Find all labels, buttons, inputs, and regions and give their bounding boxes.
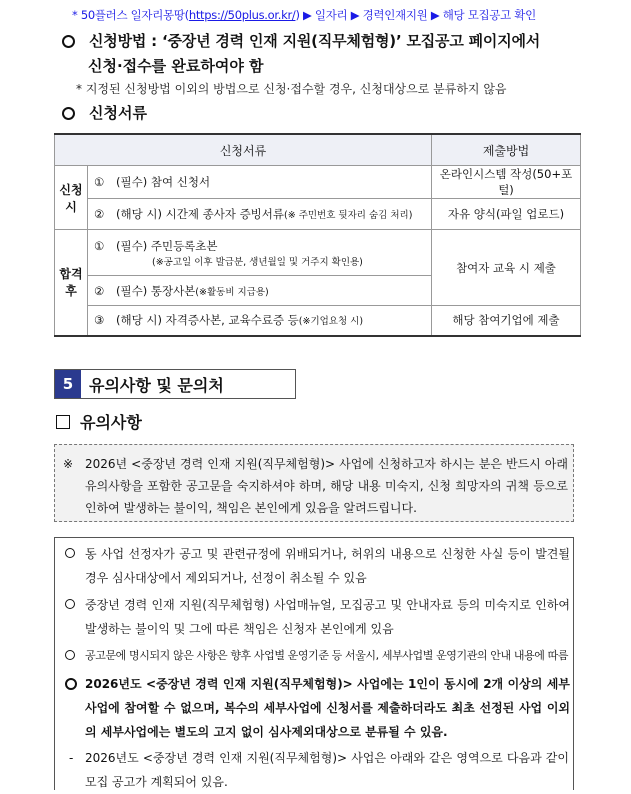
table-row [55,199,581,230]
method-cell: 온라인시스템 작성(50+포털) [432,166,581,199]
table-row [55,230,581,276]
list-item: 중장년 경력 인재 지원(직무체험형) 사업매뉴얼, 모집공고 및 안내자료 등의 미숙지로 인하여 발생하는 불이익 및 그에 따른 책임은 신청자 본인에게 있음 [65,593,570,641]
apply-method-line2: 신청·접수를 완료하여야 함 [88,57,264,75]
list-item: 동 사업 선정자가 공고 및 관련규정에 위배되거나, 허위의 내용으로 신청한 사실 등이 발견될 경우 심사대상에서 제외되거나, 선정이 취소될 수 있음 [65,542,570,590]
document-cell: ② (해당 시) 시간제 종사자 증빙서류(※ 주민번호 뒷자리 숨김 처리) [88,199,432,230]
list-item: 2026년도 <중장년 경력 인재 지원(직무체험형)> 사업에는 1인이 동시에 2개 이상의 세부사업에 참여할 수 없으며, 복수의 세부사업에 신청서를 제출하더라도 최초 선정된 사업 이외의 세부사업에는 별도의 고지 없이 심사제외대상으로 분류될 수 있음. [65,672,570,744]
header-method: 제출방법 [432,134,581,166]
documents-table [54,133,581,337]
method-cell: 참여자 교육 시 제출 [432,230,581,306]
circle-bullet-icon [65,678,77,690]
group-label-passed: 합격 후 [55,230,88,336]
document-cell: ① (필수) 주민등록초본 (※공고일 이후 발급분, 생년월일 및 거주지 확인용) [88,230,432,276]
document-cell: ③ (해당 시) 자격증사본, 교육수료증 등(※기업요청 시) [88,306,432,336]
note-prefix: 50플러스 일자리몽땅( [80,8,189,22]
circle-bullet-icon [65,650,75,660]
header-documents: 신청서류 [55,134,432,166]
reference-mark: ※ [63,457,74,471]
method-cell: 해당 참여기업에 제출 [432,306,581,336]
section-number: 5 [55,370,81,398]
circle-bullet-icon [62,35,75,48]
document-cell: ① (필수) 참여 신청서 [88,166,432,199]
method-cell: 자유 양식(파일 업로드) [432,199,581,230]
section-title: 유의사항 및 문의처 [89,376,224,395]
nav-path: ) ▶ 일자리 ▶ 경력인재지원 ▶ 해당 모집공고 확인 [295,8,536,22]
table-row [55,306,581,336]
section-header [54,369,296,399]
circle-bullet-icon [65,599,75,609]
table-row [55,166,581,199]
apply-method-line1: 신청방법 : ‘중장년 경력 인재 지원(직무체험형)’ 모집공고 페이지에서 [62,30,540,51]
document-cell: ② (필수) 통장사본(※활동비 지급용) [88,276,432,306]
list-item: - 2026년도 <중장년 경력 인재 지원(직무체험형)> 사업은 아래와 같은 영역으로 다음과 같이 모집 공고가 계획되어 있음. [69,746,569,794]
notes-heading: 유의사항 [56,410,142,433]
top-note [72,7,536,23]
portal-link[interactable]: https://50plus.or.kr/ [188,8,296,22]
square-bullet-icon [56,415,70,429]
circle-bullet-icon [65,548,75,558]
cautions-frame [54,537,574,790]
group-label-apply: 신청 시 [55,166,88,230]
star-mark: * [72,8,78,22]
apply-method-note: * 지정된 신청방법 이외의 방법으로 신청·접수할 경우, 신청대상으로 분류하지 않음 [76,82,507,96]
notice-box [54,444,574,522]
dash-mark: - [69,751,74,765]
documents-heading: 신청서류 [62,102,147,123]
notice-text: 2026년 <중장년 경력 인재 지원(직무체험형)> 사업에 신청하고자 하시는 분은 반드시 아래 유의사항을 포함한 공고문을 숙지하셔야 하며, 해당 내용 미숙지, 신청 희망자의 귀책 등으로 인하여 발생하는 불이익, 책임은 본인에게 있음을 알려드립니다. [85,457,568,515]
list-item: 공고문에 명시되지 않은 사항은 향후 사업별 운영기준 등 서울시, 세부사업별 운영기관의 안내 내용에 따름 [65,644,570,668]
circle-bullet-icon [62,107,75,120]
